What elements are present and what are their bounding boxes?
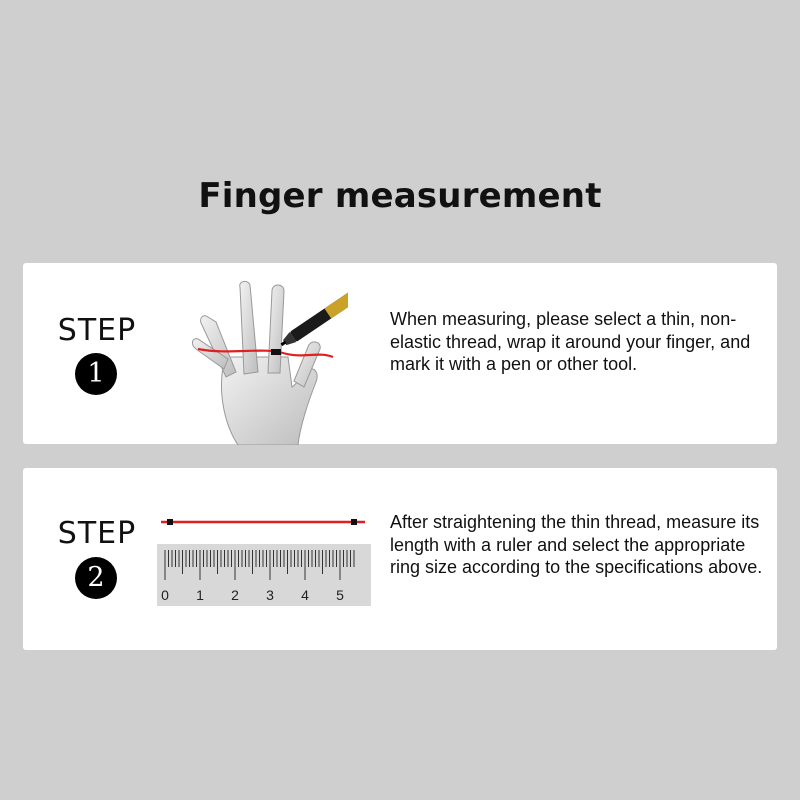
step-2-description: After straightening the thin thread, measure its length with a ruler and select the appropriate ring size according to the specifications above. (390, 512, 763, 577)
step-1-label: STEP (57, 313, 137, 348)
step-1-description: When measuring, please select a thin, non-elastic thread, wrap it around your finger, and mark it with a pen or other tool. (390, 309, 751, 374)
ruler-tick-label: 1 (196, 587, 204, 603)
step-1-card (23, 263, 777, 444)
ruler-tick-label: 5 (336, 587, 344, 603)
ruler-tick-label: 0 (161, 587, 169, 603)
ruler-tick-label: 2 (231, 587, 239, 603)
page-title: Finger measurement (198, 176, 602, 216)
step-2-label: STEP (57, 516, 137, 551)
marker-pen-icon (168, 277, 348, 445)
ruler-tick-label: 4 (301, 587, 309, 603)
step-1-number: 1 (75, 353, 117, 395)
step-2-number: 2 (75, 557, 117, 599)
ruler-icon (153, 512, 378, 612)
ruler-tick-label: 3 (266, 587, 274, 603)
step-2-card (23, 468, 777, 650)
